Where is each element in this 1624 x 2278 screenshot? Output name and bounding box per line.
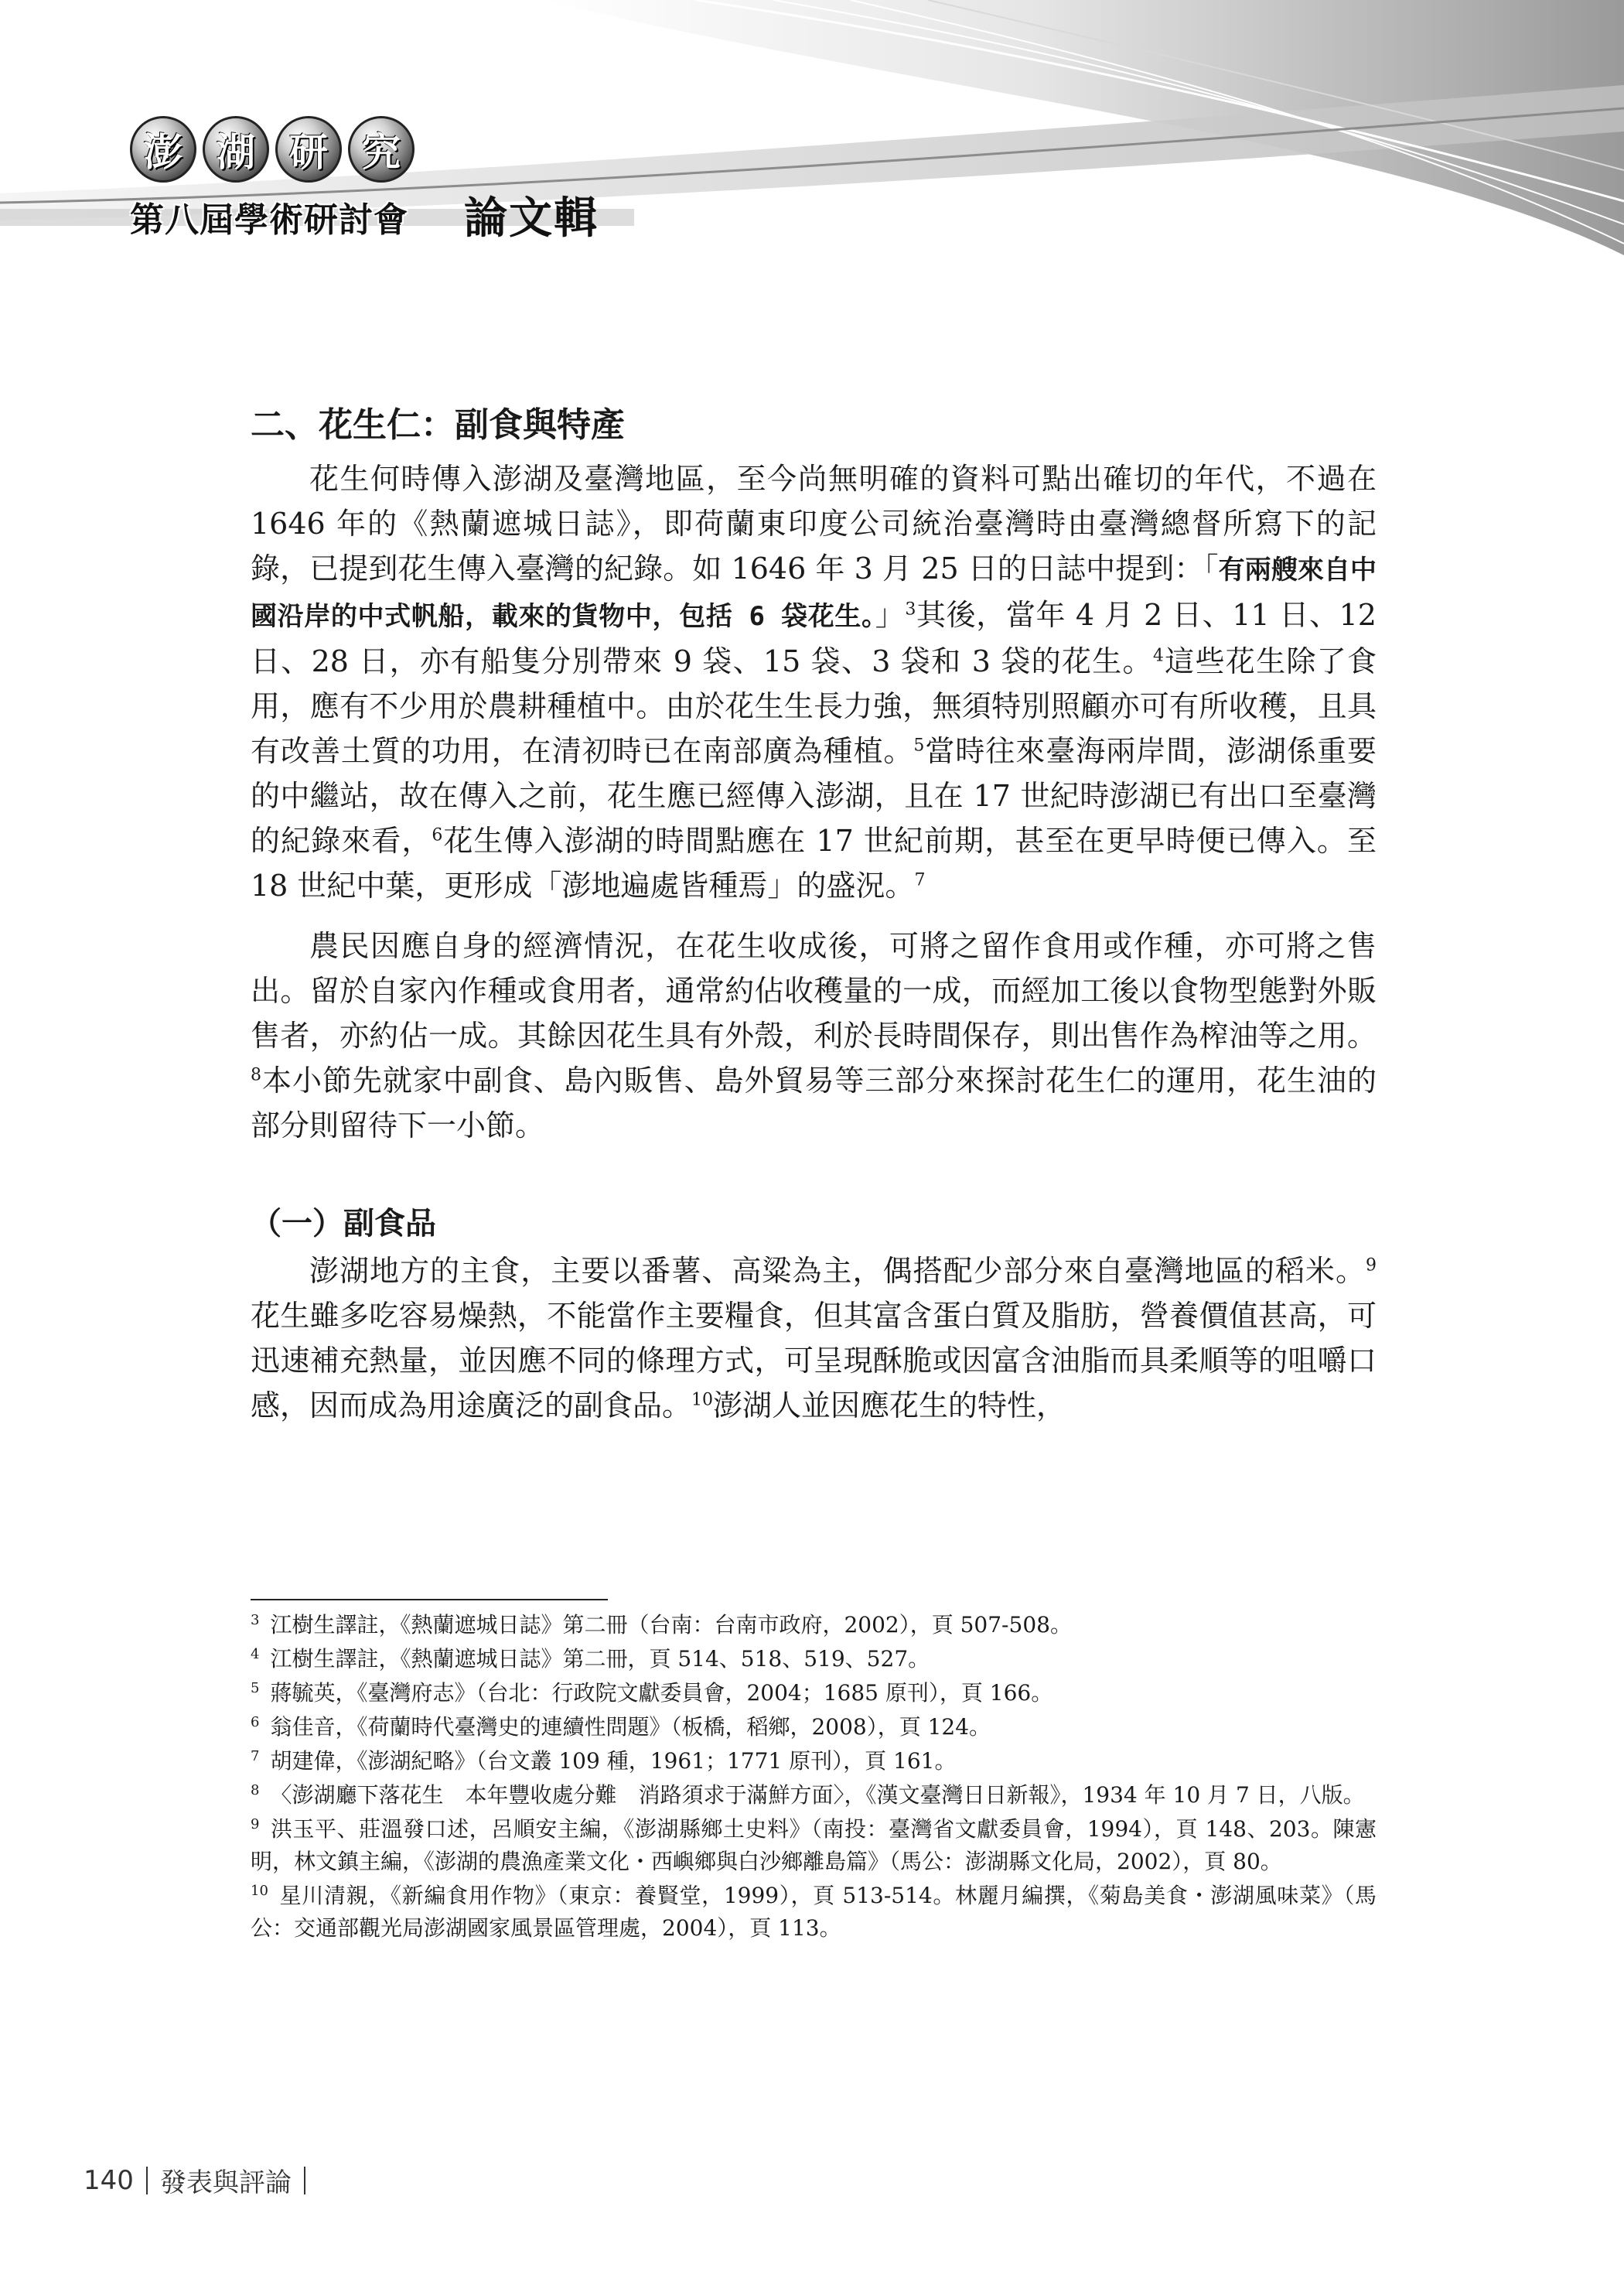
footnote-number: 4 [251, 1645, 260, 1662]
footnote-ref[interactable]: 7 [914, 870, 926, 890]
paragraph-text: 當時往來臺海兩岸間，澎湖係重要的中繼站，故在傳入之前，花生應已經傳入澎湖，且在 17 世紀時澎湖已有出口至臺灣的紀錄來看， [251, 734, 1377, 858]
footnote-number: 7 [251, 1747, 260, 1764]
paragraph [251, 924, 1377, 1148]
footnote [251, 1779, 1377, 1812]
header-banner [0, 0, 1624, 255]
footer-separator [304, 2167, 305, 2194]
footnote-text: 胡建偉，《澎湖紀略》（台文叢 109 種，1961；1771 原刊），頁 161。 [270, 1748, 957, 1774]
series-char: 澎 [130, 116, 196, 183]
footnote-number: 5 [251, 1679, 260, 1696]
paragraph-text: 花生雖多吃容易燥熱，不能當作主要糧食，但其富含蛋白質及脂肪，營養價值甚高，可迅速補充熱量，並因應不同的條理方式，可呈現酥脆或因富含油脂而具柔順等的咀嚼口感，因而成為用途廣泛的副食品。 [251, 1299, 1377, 1422]
footnote-number: 6 [251, 1713, 260, 1730]
footnote [251, 1643, 1377, 1675]
footnote-text: 江樹生譯註，《熱蘭遮城日誌》第二冊，頁 514、518、519、527。 [270, 1646, 930, 1672]
footnote-text: 翁佳音，《荷蘭時代臺灣史的連續性問題》（板橋，稻鄉，2008），頁 124。 [270, 1714, 991, 1740]
paragraph-text: 這些花生除了食用，應有不少用於農耕種植中。由於花生生長力強，無須特別照顧亦可有所收穫，且具有改善土質的功用，在清初時已在南部廣為種植。 [251, 644, 1377, 768]
footnotes [251, 1609, 1377, 1946]
footnote-divider [251, 1599, 608, 1600]
footnote [251, 1609, 1377, 1641]
quoted-text: 有兩艘來自中國沿岸的中式帆船，載來的貨物中，包括 6 袋花生。 [251, 555, 1377, 632]
footnote-ref[interactable]: 8 [251, 1065, 261, 1085]
footnote-number: 3 [251, 1611, 260, 1628]
footnote-ref[interactable]: 5 [913, 736, 925, 756]
footnote-number: 10 [251, 1882, 268, 1899]
footnote-ref[interactable]: 10 [691, 1390, 714, 1410]
article-body [251, 394, 1377, 1428]
footnote-text: 洪玉平、莊溫發口述，呂順安主編，《澎湖縣鄉土史料》（南投：臺灣省文獻委員會，1994），頁 148、203。陳憲明，林文鎮主編，《澎湖的農漁產業文化・西嶼鄉與白沙鄉離島篇》（馬公：澎湖縣文化局，2002），頁 80。 [251, 1816, 1377, 1874]
series-char: 究 [348, 116, 415, 183]
paragraph [251, 1248, 1377, 1428]
series-char: 湖 [203, 116, 269, 183]
page-footer [84, 2161, 305, 2199]
footnote-text: 江樹生譯註，《熱蘭遮城日誌》第二冊（台南：台南市政府，2002），頁 507-508。 [270, 1612, 1072, 1638]
paragraph-text: 其後，當年 4 月 2 日、11 日、12 日、28 日，亦有船隻分別帶來 9 袋、15 袋、3 袋和 3 袋的花生。 [251, 598, 1377, 678]
footnote [251, 1677, 1377, 1709]
footnote-number: 9 [251, 1815, 260, 1832]
paragraph-text: 花生傳入澎湖的時間點應在 17 世紀前期，甚至在更早時便已傳入。至 18 世紀中葉，更形成「澎地遍處皆種焉」的盛況。 [251, 824, 1377, 903]
footnote-text: 蔣毓英，《臺灣府志》（台北：行政院文獻委員會，2004；1685 原刊），頁 166。 [270, 1680, 1053, 1706]
footnote-ref[interactable]: 6 [432, 825, 443, 845]
footnote-text: 〈澎湖廳下落花生 本年豐收處分難 消路須求于滿鮮方面〉，《漢文臺灣日日新報》，1934 年 10 月 7 日，八版。 [270, 1782, 1365, 1808]
paragraph-text: 花生何時傳入澎湖及臺灣地區，至今尚無明確的資料可點出確切的年代，不過在 1646 年的《熱蘭遮城日誌》，即荷蘭東印度公司統治臺灣時由臺灣總督所寫下的記錄，已提到花生傳入臺灣的紀錄。如 1646 年 3 月 25 日的日誌中提到：「 [251, 462, 1377, 586]
footnote-ref[interactable]: 9 [1366, 1255, 1377, 1276]
section-label: 發表與評論 [159, 2167, 292, 2198]
collection-title: 論文輯 [464, 193, 599, 244]
paragraph-text: 農民因應自身的經濟情況，在花生收成後，可將之留作食用或作種，亦可將之售出。留於自家內作種或食用者，通常約佔收穫量的一成，而經加工後以食物型態對外販售者，亦約佔一成。其餘因花生具有外殼，利於長時間保存，則出售作為榨油等之用。 [251, 929, 1377, 1053]
footnote-text: 星川清親，《新編食用作物》（東京：養賢堂，1999），頁 513-514。林麗月編撰，《菊島美食・澎湖風味菜》（馬公：交通部觀光局澎湖國家風景區管理處，2004），頁 113。 [251, 1883, 1377, 1941]
footnote [251, 1880, 1377, 1945]
footnote-ref[interactable]: 3 [905, 599, 916, 620]
journal-series-title [130, 116, 415, 183]
paragraph [251, 456, 1377, 908]
footnote [251, 1813, 1377, 1878]
paragraph-text: 本小節先就家中副食、島內販售、島外貿易等三部分來探討花生仁的運用，花生油的部分則留待下一小節。 [251, 1064, 1377, 1142]
paragraph-text: 」 [875, 598, 906, 632]
page-number: 140 [84, 2164, 134, 2196]
paragraph-text: 澎湖地方的主食，主要以番薯、高粱為主，偶搭配少部分來自臺灣地區的稻米。 [309, 1254, 1366, 1288]
series-char: 研 [275, 116, 342, 183]
footnote [251, 1745, 1377, 1778]
footer-separator [146, 2167, 148, 2194]
footnote [251, 1711, 1377, 1744]
footnote-ref[interactable]: 4 [1152, 646, 1164, 666]
subsection-title: （一）副食品 [251, 1205, 436, 1241]
section-title: 二、花生仁：副食與特產 [251, 405, 625, 445]
conference-title: 第八屆學術研討會 [130, 200, 408, 240]
footnote-number: 8 [251, 1781, 260, 1798]
paragraph-text: 澎湖人並因應花生的特性， [713, 1388, 1066, 1422]
